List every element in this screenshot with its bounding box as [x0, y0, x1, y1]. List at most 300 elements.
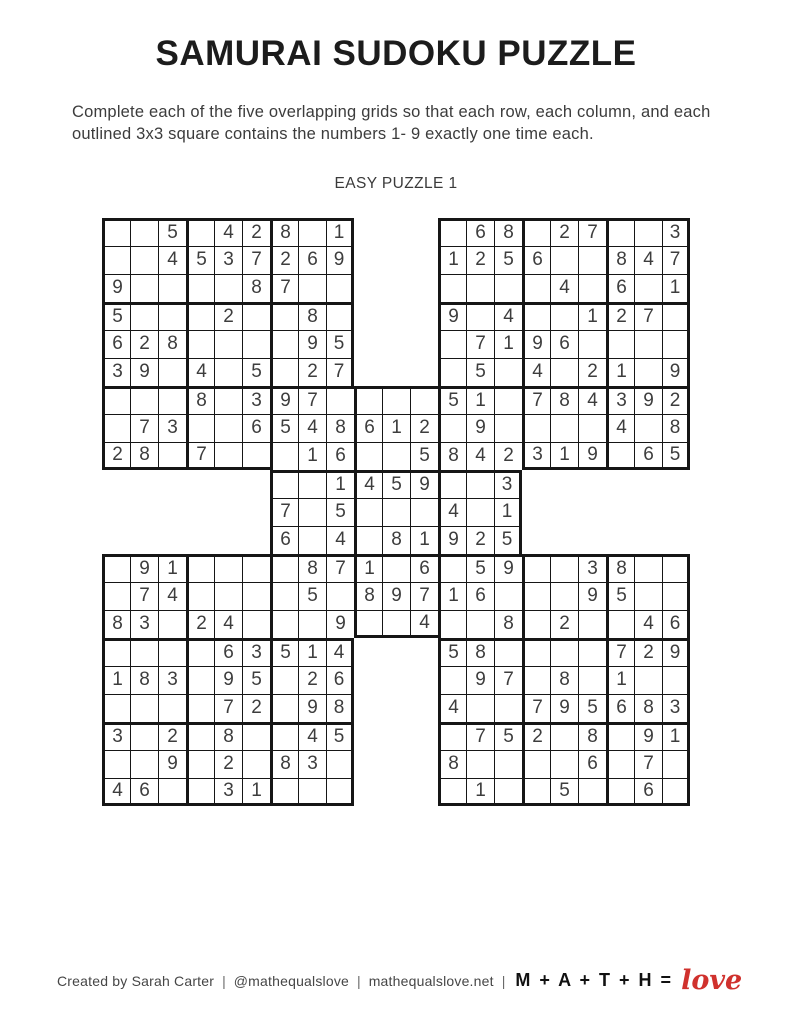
sudoku-cell: 4 [214, 610, 242, 638]
sudoku-cell[interactable] [494, 778, 522, 806]
sudoku-cell [382, 302, 410, 330]
sudoku-cell[interactable] [102, 414, 130, 442]
sudoku-cell[interactable] [410, 386, 438, 414]
sudoku-cell[interactable] [186, 666, 214, 694]
sudoku-cell [130, 498, 158, 526]
sudoku-cell: 6 [130, 778, 158, 806]
sudoku-cell[interactable] [130, 218, 158, 246]
sudoku-cell[interactable] [102, 386, 130, 414]
sudoku-cell[interactable] [214, 386, 242, 414]
sudoku-cell: 1 [298, 442, 326, 470]
sudoku-cell[interactable] [214, 554, 242, 582]
sudoku-cell[interactable] [578, 330, 606, 358]
sudoku-cell[interactable] [298, 778, 326, 806]
sudoku-cell[interactable] [382, 610, 410, 638]
sudoku-cell [382, 638, 410, 666]
sudoku-cell: 3 [298, 750, 326, 778]
sudoku-cell[interactable] [382, 498, 410, 526]
sudoku-cell [354, 750, 382, 778]
sudoku-cell[interactable] [354, 498, 382, 526]
sudoku-cell[interactable] [522, 750, 550, 778]
sudoku-cell: 9 [298, 330, 326, 358]
sudoku-cell[interactable] [130, 750, 158, 778]
sudoku-cell[interactable] [634, 330, 662, 358]
sudoku-cell: 4 [186, 358, 214, 386]
sudoku-cell[interactable] [214, 274, 242, 302]
sudoku-cell: 2 [298, 358, 326, 386]
sudoku-cell: 9 [662, 358, 690, 386]
sudoku-cell[interactable] [158, 302, 186, 330]
sudoku-cell[interactable] [354, 610, 382, 638]
sudoku-cell[interactable] [438, 554, 466, 582]
sudoku-cell[interactable] [522, 274, 550, 302]
sudoku-cell[interactable] [662, 750, 690, 778]
sudoku-cell[interactable] [298, 526, 326, 554]
sudoku-cell: 2 [130, 330, 158, 358]
sudoku-cell[interactable] [606, 750, 634, 778]
sudoku-cell: 8 [634, 694, 662, 722]
sudoku-cell: 8 [326, 694, 354, 722]
sudoku-cell: 4 [578, 386, 606, 414]
sudoku-cell: 8 [242, 274, 270, 302]
sudoku-cell[interactable] [522, 218, 550, 246]
sudoku-cell[interactable] [326, 750, 354, 778]
sudoku-cell: 9 [578, 582, 606, 610]
sudoku-cell[interactable] [298, 218, 326, 246]
sudoku-cell[interactable] [186, 218, 214, 246]
sudoku-cell[interactable] [242, 722, 270, 750]
sudoku-cell[interactable] [438, 414, 466, 442]
sudoku-cell: 9 [102, 274, 130, 302]
sudoku-cell[interactable] [438, 778, 466, 806]
sudoku-cell[interactable] [186, 414, 214, 442]
sudoku-cell [662, 470, 690, 498]
sudoku-cell[interactable] [242, 442, 270, 470]
sudoku-cell: 5 [298, 582, 326, 610]
sudoku-cell[interactable] [102, 218, 130, 246]
sudoku-cell[interactable] [634, 414, 662, 442]
sudoku-cell: 8 [494, 610, 522, 638]
sudoku-cell [354, 638, 382, 666]
sudoku-cell[interactable] [158, 274, 186, 302]
sudoku-cell[interactable] [130, 302, 158, 330]
sudoku-cell[interactable] [634, 358, 662, 386]
sudoku-cell [550, 526, 578, 554]
sudoku-cell[interactable] [662, 778, 690, 806]
sudoku-cell[interactable] [634, 666, 662, 694]
sudoku-cell[interactable] [438, 610, 466, 638]
sudoku-cell: 1 [326, 218, 354, 246]
sudoku-cell [158, 470, 186, 498]
sudoku-cell[interactable] [606, 778, 634, 806]
sudoku-cell[interactable] [214, 414, 242, 442]
sudoku-cell: 1 [438, 582, 466, 610]
sudoku-cell[interactable] [158, 778, 186, 806]
sudoku-cell[interactable] [494, 582, 522, 610]
sudoku-cell: 4 [326, 526, 354, 554]
footer [57, 967, 742, 994]
sudoku-cell[interactable] [466, 750, 494, 778]
sudoku-cell[interactable] [578, 414, 606, 442]
sudoku-cell[interactable] [578, 666, 606, 694]
sudoku-cell[interactable] [466, 694, 494, 722]
footer-social-handle: @mathequalslove [233, 972, 350, 989]
sudoku-cell[interactable] [326, 274, 354, 302]
sudoku-cell: 8 [270, 750, 298, 778]
sudoku-cell [242, 470, 270, 498]
sudoku-cell: 8 [606, 554, 634, 582]
sudoku-cell [410, 246, 438, 274]
sudoku-cell[interactable] [270, 694, 298, 722]
sudoku-cell[interactable] [102, 638, 130, 666]
sudoku-cell[interactable] [186, 582, 214, 610]
sudoku-cell[interactable] [298, 498, 326, 526]
sudoku-cell: 1 [298, 638, 326, 666]
sudoku-cell[interactable] [578, 274, 606, 302]
sudoku-cell[interactable] [214, 442, 242, 470]
sudoku-cell: 8 [326, 414, 354, 442]
sudoku-cell[interactable] [130, 694, 158, 722]
sudoku-cell[interactable] [550, 302, 578, 330]
sudoku-cell: 7 [578, 218, 606, 246]
sudoku-cell[interactable] [214, 358, 242, 386]
sudoku-cell[interactable] [550, 750, 578, 778]
sudoku-cell[interactable] [522, 414, 550, 442]
sudoku-cell[interactable] [438, 666, 466, 694]
sudoku-cell: 6 [466, 582, 494, 610]
sudoku-cell[interactable] [466, 470, 494, 498]
sudoku-cell [354, 218, 382, 246]
sudoku-cell[interactable] [214, 582, 242, 610]
sudoku-cell[interactable] [550, 638, 578, 666]
sudoku-cell[interactable] [242, 610, 270, 638]
sudoku-cell[interactable] [354, 526, 382, 554]
sudoku-cell[interactable] [438, 274, 466, 302]
sudoku-cell[interactable] [102, 246, 130, 274]
sudoku-cell: 2 [494, 442, 522, 470]
sudoku-cell: 7 [186, 442, 214, 470]
sudoku-cell[interactable] [438, 330, 466, 358]
sudoku-cell[interactable] [662, 666, 690, 694]
sudoku-cell: 8 [354, 582, 382, 610]
sudoku-cell: 8 [578, 722, 606, 750]
sudoku-cell[interactable] [270, 470, 298, 498]
sudoku-cell [410, 218, 438, 246]
sudoku-cell[interactable] [326, 582, 354, 610]
sudoku-cell [410, 750, 438, 778]
sudoku-cell[interactable] [186, 302, 214, 330]
sudoku-cell: 4 [606, 414, 634, 442]
sudoku-cell[interactable] [270, 778, 298, 806]
sudoku-cell: 9 [382, 582, 410, 610]
sudoku-cell: 8 [438, 442, 466, 470]
sudoku-cell[interactable] [606, 610, 634, 638]
sudoku-cell[interactable] [634, 582, 662, 610]
sudoku-cell: 8 [382, 526, 410, 554]
sudoku-cell[interactable] [242, 330, 270, 358]
sudoku-cell[interactable] [550, 246, 578, 274]
sudoku-cell[interactable] [466, 302, 494, 330]
sudoku-cell [382, 722, 410, 750]
sudoku-cell[interactable] [298, 274, 326, 302]
sudoku-cell[interactable] [158, 638, 186, 666]
sudoku-cell: 7 [494, 666, 522, 694]
sudoku-cell[interactable] [522, 638, 550, 666]
sudoku-cell [382, 778, 410, 806]
footer-separator: | [501, 972, 506, 989]
sudoku-cell: 2 [242, 218, 270, 246]
sudoku-cell[interactable] [438, 470, 466, 498]
sudoku-cell[interactable] [186, 274, 214, 302]
sudoku-cell[interactable] [550, 582, 578, 610]
sudoku-cell[interactable] [242, 750, 270, 778]
sudoku-cell[interactable] [494, 386, 522, 414]
sudoku-cell [578, 470, 606, 498]
sudoku-cell: 7 [522, 386, 550, 414]
sudoku-cell[interactable] [634, 554, 662, 582]
sudoku-cell: 7 [466, 722, 494, 750]
sudoku-cell[interactable] [186, 778, 214, 806]
sudoku-cell[interactable] [634, 274, 662, 302]
sudoku-cell [354, 778, 382, 806]
sudoku-cell[interactable] [466, 498, 494, 526]
sudoku-cell[interactable] [606, 218, 634, 246]
sudoku-cell[interactable] [382, 442, 410, 470]
sudoku-cell[interactable] [186, 554, 214, 582]
sudoku-cell[interactable] [270, 610, 298, 638]
sudoku-cell [382, 330, 410, 358]
sudoku-cell: 6 [298, 246, 326, 274]
sudoku-cell[interactable] [522, 610, 550, 638]
sudoku-cell[interactable] [130, 722, 158, 750]
sudoku-cell[interactable] [270, 358, 298, 386]
sudoku-cell [354, 694, 382, 722]
sudoku-cell: 6 [550, 330, 578, 358]
sudoku-cell: 5 [494, 722, 522, 750]
sudoku-cell: 7 [662, 246, 690, 274]
sudoku-cell: 1 [382, 414, 410, 442]
sudoku-cell[interactable] [130, 638, 158, 666]
sudoku-cell[interactable] [494, 694, 522, 722]
sudoku-cell[interactable] [578, 778, 606, 806]
sudoku-cell[interactable] [494, 750, 522, 778]
sudoku-cell [634, 526, 662, 554]
sudoku-cell [186, 498, 214, 526]
sudoku-cell[interactable] [438, 722, 466, 750]
sudoku-cell[interactable] [270, 582, 298, 610]
sudoku-cell[interactable] [186, 330, 214, 358]
sudoku-cell[interactable] [326, 386, 354, 414]
sudoku-cell: 5 [270, 638, 298, 666]
sudoku-cell[interactable] [158, 610, 186, 638]
sudoku-cell[interactable] [662, 302, 690, 330]
sudoku-cell [354, 246, 382, 274]
sudoku-cell: 3 [522, 442, 550, 470]
sudoku-cell: 4 [550, 274, 578, 302]
sudoku-cell [634, 498, 662, 526]
sudoku-cell[interactable] [662, 582, 690, 610]
sudoku-cell[interactable] [550, 414, 578, 442]
sudoku-cell: 9 [326, 610, 354, 638]
sudoku-cell: 9 [634, 386, 662, 414]
sudoku-cell[interactable] [354, 442, 382, 470]
sudoku-cell: 3 [158, 414, 186, 442]
sudoku-cell[interactable] [606, 330, 634, 358]
sudoku-cell: 9 [662, 638, 690, 666]
sudoku-cell: 2 [158, 722, 186, 750]
sudoku-cell[interactable] [214, 330, 242, 358]
sudoku-cell[interactable] [494, 274, 522, 302]
sudoku-cell[interactable] [662, 554, 690, 582]
sudoku-cell: 5 [466, 358, 494, 386]
sudoku-cell[interactable] [550, 358, 578, 386]
sudoku-cell: 9 [130, 554, 158, 582]
sudoku-cell [410, 358, 438, 386]
sudoku-cell[interactable] [466, 274, 494, 302]
sudoku-cell[interactable] [130, 274, 158, 302]
page-title: SAMURAI SUDOKU PUZZLE [155, 34, 637, 73]
sudoku-cell[interactable] [102, 750, 130, 778]
sudoku-cell[interactable] [382, 386, 410, 414]
sudoku-cell[interactable] [130, 386, 158, 414]
sudoku-cell[interactable] [494, 638, 522, 666]
sudoku-cell: 6 [326, 442, 354, 470]
sudoku-cell[interactable] [102, 554, 130, 582]
sudoku-cell: 5 [494, 246, 522, 274]
sudoku-cell[interactable] [186, 722, 214, 750]
sudoku-cell [214, 498, 242, 526]
sudoku-cell[interactable] [522, 302, 550, 330]
sudoku-cell[interactable] [606, 722, 634, 750]
sudoku-cell[interactable] [522, 666, 550, 694]
sudoku-cell[interactable] [102, 694, 130, 722]
sudoku-cell[interactable] [382, 554, 410, 582]
sudoku-cell[interactable] [270, 554, 298, 582]
sudoku-cell: 8 [270, 218, 298, 246]
sudoku-cell[interactable] [606, 442, 634, 470]
sudoku-cell[interactable] [578, 610, 606, 638]
sudoku-cell [522, 470, 550, 498]
sudoku-cell [158, 498, 186, 526]
sudoku-cell: 1 [662, 722, 690, 750]
sudoku-cell: 7 [270, 274, 298, 302]
sudoku-cell [102, 470, 130, 498]
sudoku-cell[interactable] [270, 722, 298, 750]
sudoku-cell[interactable] [578, 246, 606, 274]
sudoku-cell[interactable] [158, 358, 186, 386]
samurai-grid [102, 218, 690, 806]
sudoku-cell[interactable] [550, 554, 578, 582]
sudoku-cell: 4 [466, 442, 494, 470]
sudoku-cell [102, 498, 130, 526]
sudoku-cell[interactable] [186, 694, 214, 722]
sudoku-cell[interactable] [550, 722, 578, 750]
sudoku-cell [410, 694, 438, 722]
sudoku-cell[interactable] [466, 610, 494, 638]
sudoku-cell [606, 526, 634, 554]
sudoku-cell: 2 [578, 358, 606, 386]
sudoku-cell [382, 358, 410, 386]
sudoku-cell[interactable] [130, 246, 158, 274]
sudoku-cell [410, 330, 438, 358]
sudoku-cell[interactable] [270, 666, 298, 694]
sudoku-cell: 9 [634, 722, 662, 750]
sudoku-cell[interactable] [158, 694, 186, 722]
sudoku-cell: 5 [438, 386, 466, 414]
sudoku-cell: 1 [354, 554, 382, 582]
sudoku-cell[interactable] [662, 330, 690, 358]
sudoku-cell: 1 [438, 246, 466, 274]
sudoku-cell [662, 498, 690, 526]
love-script-logo: love [681, 965, 743, 996]
sudoku-cell [382, 218, 410, 246]
sudoku-cell: 9 [466, 414, 494, 442]
sudoku-cell[interactable] [578, 638, 606, 666]
sudoku-cell[interactable] [242, 302, 270, 330]
sudoku-cell[interactable] [522, 554, 550, 582]
sudoku-cell [410, 722, 438, 750]
sudoku-cell[interactable] [270, 330, 298, 358]
sudoku-cell[interactable] [242, 582, 270, 610]
sudoku-cell[interactable] [186, 750, 214, 778]
sudoku-cell[interactable] [326, 778, 354, 806]
sudoku-cell[interactable] [522, 582, 550, 610]
sudoku-cell[interactable] [158, 442, 186, 470]
sudoku-cell: 3 [242, 638, 270, 666]
sudoku-cell[interactable] [158, 386, 186, 414]
sudoku-cell[interactable] [298, 470, 326, 498]
sudoku-cell: 9 [214, 666, 242, 694]
sudoku-cell: 6 [662, 610, 690, 638]
sudoku-cell[interactable] [634, 218, 662, 246]
sudoku-cell: 4 [634, 610, 662, 638]
sudoku-cell[interactable] [270, 302, 298, 330]
sudoku-cell[interactable] [298, 610, 326, 638]
sudoku-cell: 1 [102, 666, 130, 694]
sudoku-cell[interactable] [438, 218, 466, 246]
sudoku-cell [410, 778, 438, 806]
sudoku-cell [578, 526, 606, 554]
sudoku-cell: 6 [102, 330, 130, 358]
sudoku-cell[interactable] [186, 638, 214, 666]
sudoku-cell: 2 [606, 302, 634, 330]
sudoku-cell[interactable] [326, 302, 354, 330]
sudoku-cell[interactable] [494, 414, 522, 442]
sudoku-cell[interactable] [522, 778, 550, 806]
sudoku-cell: 8 [186, 386, 214, 414]
sudoku-cell: 2 [410, 414, 438, 442]
sudoku-cell[interactable] [242, 554, 270, 582]
sudoku-cell: 7 [466, 330, 494, 358]
sudoku-cell: 2 [242, 694, 270, 722]
sudoku-cell[interactable] [438, 358, 466, 386]
sudoku-cell: 4 [410, 610, 438, 638]
sudoku-cell [382, 694, 410, 722]
sudoku-cell [550, 498, 578, 526]
sudoku-cell [214, 470, 242, 498]
footer-separator: | [222, 972, 226, 989]
sudoku-cell: 7 [298, 386, 326, 414]
sudoku-cell[interactable] [410, 498, 438, 526]
sudoku-cell: 4 [326, 638, 354, 666]
sudoku-cell [410, 666, 438, 694]
sudoku-cell: 5 [466, 554, 494, 582]
sudoku-cell[interactable] [494, 358, 522, 386]
sudoku-cell[interactable] [102, 582, 130, 610]
sudoku-cell[interactable] [270, 442, 298, 470]
sudoku-cell: 5 [494, 526, 522, 554]
sudoku-cell[interactable] [354, 386, 382, 414]
